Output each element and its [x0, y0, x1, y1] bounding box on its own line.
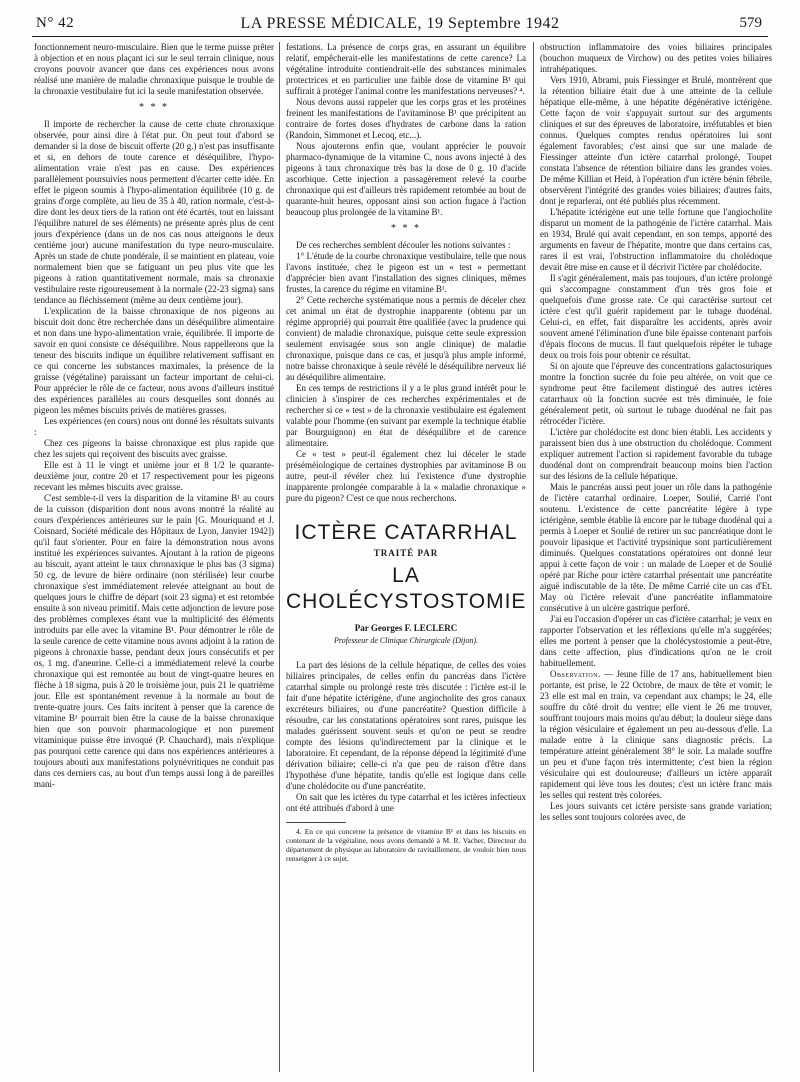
article-subtitle: TRAITÉ PAR [373, 548, 439, 558]
paragraph: En ces temps de restrictions il y a le plus grand intérêt pour le clinicien à s'inspirer de ces recherches expérimentales et de rechercher si ce « test » de la chronaxie vestibulaire est également valable pour l'homme (en suivant par exemple la technique établie par Bourguignon) en état de déséquilibre et de carence alimentaire. [286, 383, 526, 448]
paragraph: Nous devons aussi rappeler que les corps gras et les protéines freinent les manifestations de l'avitaminose B¹ que précipitent au contraire de fortes doses d'hydrates de carbone dans la ration (Randoin, Simmonet et Lecoq, etc...). [286, 97, 526, 140]
paragraph: Ce « test » peut-il également chez lui déceler le stade préséméiologique de certaines dystrophies par avitaminose B ou autre, peut-il révéler chez lui l'existence d'une dystrophie inapparente prolongée comparable à la « maladie chronaxique » pure du pigeon? C'est ce que nous recherchons. [286, 449, 526, 503]
paragraph: 2° Cette recherche systématique nous a permis de déceler chez cet animal un état de dystrophie inapparente (obtenu par un régime approprié) qui pourrait être qualifiée (avec la prudence qui convient) de maladie chronaxique, puisque cette seule expression seulement envisagée sous son angle clinique) de maladie chronaxique, puisque dans ce cas, et jusqu'à plus ample informé, notre baisse chronaxique à seule révélé le déséquilibre nerveux lié au déséquilibre alimentaire. [286, 295, 526, 382]
page-number: 579 [739, 15, 762, 31]
column-rule [533, 42, 534, 1072]
article-heading [286, 520, 526, 646]
column-middle [286, 42, 526, 1072]
paragraph: fonctionnement neuro-musculaire. Bien que le terme puisse prêter à objection et en nous plaçant ici sur le seul terrain clinique, nous croyons pouvoir avancer que dans ces expériences nous avons réalisé une manière de maladie chronaxique puisque le trouble de la chronaxie vestibulaire fut ici la seule manifestation observée. [34, 42, 274, 96]
paragraph: Elle est à 11 le vingt et unième jour et 8 1/2 le quarante-deuxième jour, contre 20 et 17 respectivement pour les pigeons recevant les mêmes biscuits avec graisse. [34, 460, 274, 492]
paragraph: Les expériences (en cours) nous ont donné les résultats suivants : [34, 416, 274, 437]
paragraph: Mais le pancréas aussi peut jouer un rôle dans la pathogénie de l'ictère catarrhal ordinaire. Loeper, Soulié, Carrié l'ont soutenu. L'existence de cette pancréatite légère à type ictérigène, semble établie là encore par le tubage duodénal qui a permis à Loeper et Soulié de retirer un suc pancréatique dont le pouvoir lipasique et l'activité trypsinique sont particulièrement diminués. Quelques constatations opératoires ont donné leur appui à cette façon de voir : un malade de Loeper et de Soulié opéré par Riche pour ictère catarrhal présentait une pancréatite aiguë indiscutable de la tête. De même Carrié cite un cas d'Et. May où l'ictère relevait d'une pancréatite inflammatoire consécutive à un ulcère gastrique perforé. [540, 482, 772, 613]
paragraph: obstruction inflammatoire des voies biliaires principales (bouchon muqueux de Virchow) ou des petites voies biliaires intrahépatiques. [540, 42, 772, 74]
section-stars: * * * [391, 223, 421, 234]
issue-number: N° 42 [36, 15, 75, 31]
paragraph: Les jours suivants cet ictère persiste sans grande variation; les selles sont toujours colorées avec, de [540, 801, 772, 822]
observation-text: — Jeune fille de 17 ans, habituellement bien portante, est prise, le 22 Octobre, de maux de tête et vomit; le 23 elle est mal en train, va cependant aux champs; le 24, elle souffre du côté droit du ventre; elle vient le 26 me trouver, souffrant toujours mais moins qu'au début; la douleur siège dans la région vésiculaire et également un peu au-dessous d'elle. La malade entre à la clinique sans diagnostic précis. La température atteint généralement 38° le soir. La malade souffre un peu et d'une façon très intermittente; c'est bien la région vésiculaire qui est douloureuse; d'ailleurs un ictère apparaît rapidement qui lève tous les doutes; c'est un ictère franc mais les selles qui restent très colorées. [540, 669, 772, 800]
paragraph: Il importe de rechercher la cause de cette chute chronaxique observée, pour ainsi dire à l'état pur. On peut tout d'abord se demander si la dose de biscuit offerte (20 g.) n'est pas insuffisante et si, en dehors de toute carence et déséquilibre, l'hypo-alimentation vraie n'est pas en cause. Des expériences parallèlement poursuivies nous permettent d'écarter cette idée. En effet le pigeon soumis à l'hypo-alimentation équilibrée (10 g. de grains d'orge complète, au lieu de 35 à 40, ration normale, c'est-à-dire dont les deux tiers de la ration ont été écartés, tout en laissant l'équilibre naturel de ses éléments) ne présente après plus de cent jours d'expérience (dans un de nos cas nous atteignons le deux centième jour) aucune manifestation du type neuro-musculaire. Après un stade de chute pondérale, il se maintient en plateau, voie normalement bien que se fatiguant un peu plus vite que les pigeons à ration quantitativement normale, mais sa chronaxie vestibulaire reste rigoureusement à la normale (22-23 sigma) sans tendance au fléchissement (même au deux centième jour). [34, 119, 274, 305]
paragraph: Vers 1910, Abrami, puis Fiessinger et Brulé, montrèrent que la rétention biliaire était due à une atteinte de la cellule hépatique elle-même, à une hépatite dégénérative ictérigène. Cette façon de voir s'appuyait surtout sur des arguments cliniques et sur des épreuves de laboratoire, irréfutables et bien connus. Quelques comptes rendus opératoires lui sont également favorables; c'est ainsi que sur une malade de Fiessinger atteinte d'un ictère catarrhal prolongé, Toupet constata l'absence de rétention biliaire dans les grandes voies. De même Killian et Heid, à l'opération d'un ictère bénin fébrile, observèrent l'intégrité des grandes voies biliaires; d'autres faits, dont je reparlerai, ont été publiés plus récemment. [540, 75, 772, 206]
page-header [32, 12, 768, 37]
paragraph: Il s'agit généralement, mais pas toujours, d'un ictère prolongé qui s'accompagne constamment d'un très gros foie et quelquefois d'une grosse rate. Ce qui caractérise surtout cet ictère c'est qu'il guérit rapidement par le tubage duodénal. Celui-ci, en effet, fait disparaître les accidents, après avoir souvent amené l'élimination d'une bile épaisse contenant parfois d'épais flocons de mucus. Il faut quelquefois répéter le tubage deux ou trois fois pour obtenir ce résultat. [540, 273, 772, 360]
section-stars: * * * [139, 102, 169, 113]
column-left [34, 42, 274, 1072]
author-affiliation: Professeur de Clinique Chirurgicale (Dijon). [333, 636, 479, 645]
paragraph: 1° L'étude de la courbe chronaxique vestibulaire, telle que nous l'avons instituée, chez le pigeon est un « test » permettant d'apprécier bien avant l'installation des signes cliniques, mêmes frustes, la carence du régime en vitamine B¹. [286, 251, 526, 294]
article-author: Par Georges F. LECLERC [354, 623, 458, 633]
paragraph: La part des lésions de la cellule hépatique, de celles des voies biliaires principales, de celles enfin du pancréas dans l'ictère catarrhal simple ou prolongé reste très discutée : l'ictère est-il le fait d'une hépatite ictérigène, d'une angiocholite des gros canaux excréteurs biliaires, ou d'une pancréatite? Question difficile à résoudre, car les constatations opératoires sont rares, puisque les malades guérissent souvent seuls et qu'on ne peut se rendre compte des lésions qu'indirectement par la clinique et le laboratoire. Et cependant, de la réponse dépend la légitimité d'une dérivation biliaire; celle-ci n'a que peu de raison d'être dans l'hypothèse d'une hépatite, tandis qu'elle est logique dans celle d'une cholédocite ou d'une pancréatite. [286, 660, 526, 791]
paragraph: Nous ajouterons enfin que, voulant apprécier le pouvoir pharmaco-dynamique de la vitamine C, nous avons injecté à des pigeons à taux chronaxique très bas la dose de 0 g. 10 d'acide ascorbique. Cette injection a passagèrement relevé la courbe chronaxique qui est d'ailleurs très rapidement retombée au bout de quarante-huit heures, opposant ainsi son action fugace à l'action beaucoup plus prolongée de la vitamine B¹. [286, 141, 526, 217]
paragraph: Chez ces pigeons la baisse chronaxique est plus rapide que chez les sujets qui reçoivent des biscuits avec graisse. [34, 438, 274, 459]
paragraph: J'ai eu l'occasion d'opérer un cas d'ictère catarrhal; je veux en rapporter l'observation et les réflexions qu'elle m'a suggérées; elles me portent à penser que la cholécystostomie a peut-être, dans cette affection, plus d'indications qu'on ne le croit habituellement. [540, 614, 772, 668]
article-title: ICTÈRE CATARRHAL [294, 521, 518, 544]
column-rule [279, 42, 280, 1072]
footnote: 4. En ce qui concerne la présence de vitamine B¹ et dans les biscuits en contenant de la végétaline, nous avons demandé à M. R. Vacher, Directeur du département de physique au laboratoire de ravitaillement, de vouloir bien nous renseigner à ce sujet. [286, 827, 526, 863]
footnote-rule [286, 822, 346, 823]
observation-paragraph [540, 669, 772, 801]
paragraph: L'ictère par cholédocite est donc bien établi. Les accidents y paraissent bien dus à une obstruction du cholédoque. Comment expliquer autrement l'action si rapidement favorable du tubage duodénal dont on comprendrait beaucoup moins bien l'action sur des lésions de la cellule hépatique. [540, 427, 772, 481]
column-right [540, 42, 772, 1072]
paragraph: L'explication de la baisse chronaxique de nos pigeons au biscuit doit donc être recherchée dans un déséquilibre alimentaire et non dans une hypo-alimentation vraie, équilibrée. Il importe de savoir en quoi consiste ce déséquilibre. Nous rappellerons que la teneur des biscuits indique un équilibre relativement suffisant en ce qui concerne les substances maximales, la présence de la graisse (végétaline) paraissant un facteur important de celui-ci. Pour apprécier le rôle de ce facteur, nous avons d'ailleurs institué des expériences parallèles au cours desquelles sont donnés au pigeon les mêmes biscuits privés de matières grasses. [34, 306, 274, 415]
journal-title: LA PRESSE MÉDICALE, 19 Septembre 1942 [240, 15, 560, 32]
paragraph: On sait que les ictères du type catarrhal et les ictères infectieux ont été attribués d'abord à une [286, 792, 526, 813]
paragraph: C'est semble-t-il vers la disparition de la vitamine B¹ au cours de la cuisson (disparition dont nous avons montré la réalité au cours d'expériences antérieures sur le pain [G. Mouriquand et J. Coisnard, Société médicale des Hôpitaux de Lyon, Janvier 1942]) qu'il faut s'orienter. Pour en faire la démonstration nous avons institué les expériences suivantes. Ajoutant à la ration de pigeons au biscuit, ayant atteint le taux chronaxique le plus bas (3 sigma) 50 cg. de levure de bière ordinaire (non stérilisée) leur courbe chronaxique s'est immédiatement relevée atteignant au bout de quelques jours le chiffre de départ (soit 23 sigma) et est retombée ensuite à son niveau primitif. Mais cette adjonction de levure pose des problèmes complexes étant vue la multiplicité des éléments introduits par elle avec la vitamine B¹. Pour démontrer le rôle de la seule carence de cette vitamine nous avons adjoint à la ration de pigeons à chronaxie basse, pendant deux jours consécutifs et per os, 1 mg. d'aneurine. Celle-ci a immédiatement relevé la courbe chronaxique qui est remontée au bout de vingt-quatre heures en flèche à 18 sigma, puis à 20 le troisième jour, puis 21 le quatrième jour. Elle est spontanément revenue à la normale au bout de trente-quatre jours. Ces faits incitent à penser que la carence de vitamine B¹ pourrait bien être la cause de la baisse chronaxique bien que son pouvoir pharmacologique et non purement vitaminique puisse être invoqué (P. Chauchard), mais n'explique pas pourquoi cette carence qui dans nos expériences antérieures a toujours abouti aux manifestations polynévritiques ne conduit pas dans ces derniers cas, au bout d'un temps aussi long à de pareilles mani- [34, 493, 274, 789]
paragraph: De ces recherches semblent découler les notions suivantes : [296, 240, 511, 250]
paragraph: L'hépatite ictérigène eut une telle fortune que l'angiocholite disparut un moment de la pathogénie de l'ictère catarrhal. Mais en 1934, Brulé qui avait cependant, en son temps, apporté des arguments en faveur de l'hépatite, montre que dans certains cas, rares il est vrai, l'obstruction inflammatoire du cholédoque devait être mise en cause et il décrivit l'ictère par cholédocite. [540, 207, 772, 272]
observation-label: Observation. [550, 669, 601, 679]
paragraph: festations. La présence de corps gras, en assurant un équilibre relatif, empêcherait-elle les manifestations de cette carence? La végétaline introduite contiendrait-elle des substances minimales protectrices et en particulier une faible dose de vitamine B¹ qui suffirait à protéger l'animal contre les manifestations nerveuses? ⁴. [286, 42, 526, 96]
paragraph: Si on ajoute que l'épreuve des concentrations galactosuriques montre la fonction sucrée du foie peu altérée, on voit que ce syndrome peut être facilement distingué des autres ictères catarrhaux où la fonction sucrée est très diminuée, le foie généralement petit, où surtout le tubage duodénal ne fait pas rétrocéder l'ictère. [540, 361, 772, 426]
article-title-line2: LA CHOLÉCYSTOSTOMIE [286, 564, 526, 613]
